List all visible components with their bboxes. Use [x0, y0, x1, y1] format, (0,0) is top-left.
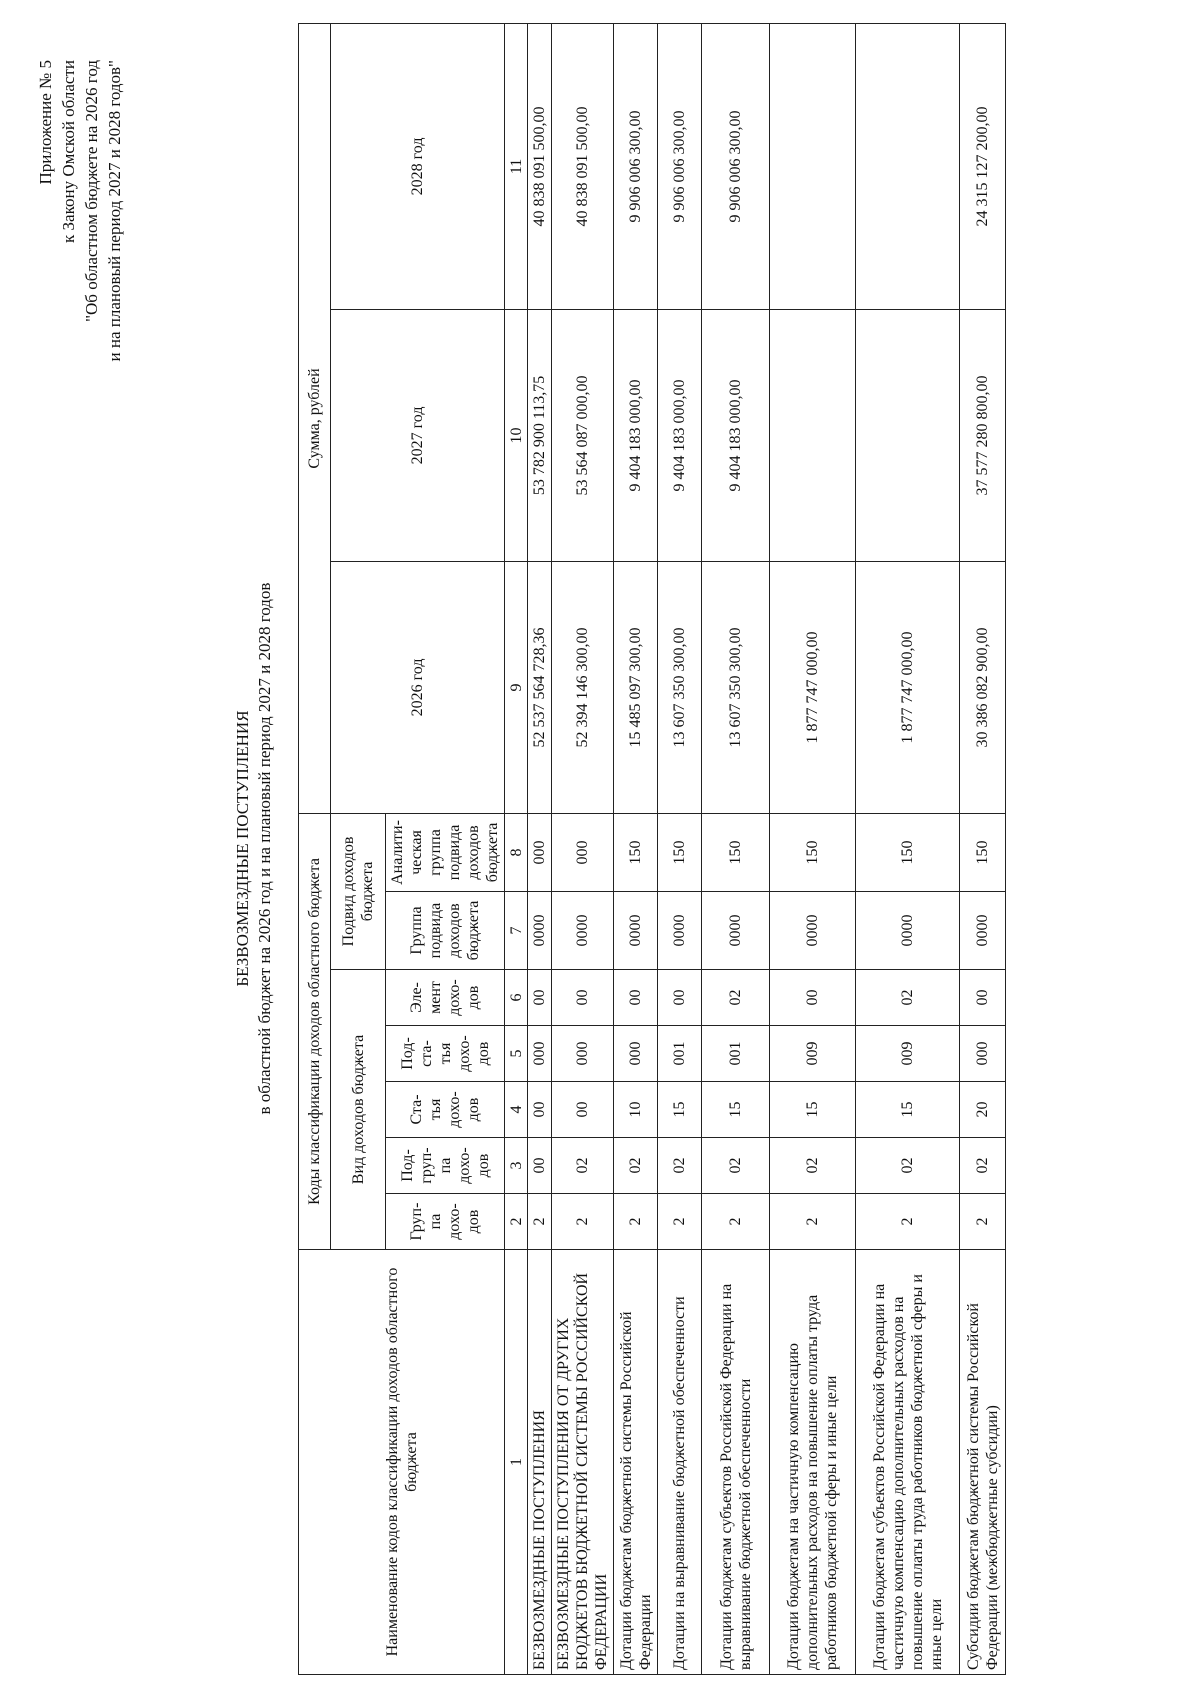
element-code: 00: [528, 970, 552, 1026]
subgroup-podvid-code: 0000: [658, 892, 702, 970]
table-row: [552, 23, 614, 1674]
header-subgroup-podvid: Группа подвида доходов бюджета: [386, 892, 505, 970]
subgroup-podvid-code: 0000: [528, 892, 552, 970]
header-name: Наименование кодов классификации доходов областного бюджета: [299, 1250, 505, 1675]
article-code: 15: [658, 1082, 702, 1138]
revenue-table: [298, 23, 1006, 1675]
column-number: 9: [505, 561, 528, 813]
header-podvid: Подвид доходов бюджета: [331, 813, 386, 969]
amount-2026: 52 537 564 728,36: [528, 561, 552, 813]
group-code: 2: [658, 1194, 702, 1250]
document-title: БЕЗВОЗМЕЗДНЫЕ ПОСТУПЛЕНИЯ: [233, 710, 252, 987]
amount-2026: 13 607 350 300,00: [658, 561, 702, 813]
subgroup-podvid-code: 0000: [614, 892, 658, 970]
subgroup-code: 02: [552, 1138, 614, 1194]
header-article: Ста-тья дохо-дов: [386, 1082, 505, 1138]
header-2028: 2028 год: [331, 23, 505, 309]
subgroup-code: 02: [658, 1138, 702, 1194]
amount-2027: 9 404 183 000,00: [614, 309, 658, 561]
subgroup-podvid-code: 0000: [552, 892, 614, 970]
element-code: 00: [960, 970, 1006, 1026]
analytic-group-code: 150: [658, 813, 702, 891]
subgroup-code: 02: [614, 1138, 658, 1194]
group-code: 2: [770, 1194, 856, 1250]
subgroup-code: 00: [528, 1138, 552, 1194]
header-element: Эле-мент дохо-дов: [386, 970, 505, 1026]
header-subarticle: Под-ста-тья дохо-дов: [386, 1026, 505, 1082]
subarticle-code: 000: [960, 1026, 1006, 1082]
appendix-line-4: и на плановый период 2027 и 2028 годов": [105, 60, 124, 362]
article-code: 15: [702, 1082, 770, 1138]
header-subgroup: Под-груп-па дохо-дов: [386, 1138, 505, 1194]
subgroup-podvid-code: 0000: [856, 892, 960, 970]
column-number: 6: [505, 970, 528, 1026]
appendix-line-2: к Закону Омской области: [59, 60, 78, 243]
article-code: 20: [960, 1082, 1006, 1138]
amount-2027: [856, 309, 960, 561]
appendix-line-1: Приложение № 5: [36, 60, 55, 185]
column-numbers-row: [505, 23, 528, 1674]
analytic-group-code: 000: [552, 813, 614, 891]
row-name: Дотации бюджетам субъектов Российской Федерации на частичную компенсацию дополнительных расходов на повышение оплаты труда работников бюджетной сферы и иные цели: [856, 1250, 960, 1675]
table-row: [960, 23, 1006, 1674]
analytic-group-code: 150: [614, 813, 658, 891]
article-code: 00: [528, 1082, 552, 1138]
header-vid: Вид доходов бюджета: [331, 970, 386, 1250]
amount-2027: [770, 309, 856, 561]
document-subtitle: в областной бюджет на 2026 год и на плановый период 2027 и 2028 годов: [255, 582, 274, 1115]
amount-2027: 37 577 280 800,00: [960, 309, 1006, 561]
amount-2026: 15 485 097 300,00: [614, 561, 658, 813]
amount-2027: 9 404 183 000,00: [658, 309, 702, 561]
header-group: Груп-па дохо-дов: [386, 1194, 505, 1250]
group-code: 2: [856, 1194, 960, 1250]
column-number: 2: [505, 1194, 528, 1250]
article-code: 10: [614, 1082, 658, 1138]
table-row: [856, 23, 960, 1674]
appendix-line-3: "Об областном бюджете на 2026 год: [82, 60, 101, 322]
table-row: [614, 23, 658, 1674]
element-code: 00: [552, 970, 614, 1026]
row-name: БЕЗВОЗМЕЗДНЫЕ ПОСТУПЛЕНИЯ ОТ ДРУГИХ БЮДЖЕТОВ БЮДЖЕТНОЙ СИСТЕМЫ РОССИЙСКОЙ ФЕДЕРАЦИИ: [552, 1250, 614, 1675]
subgroup-podvid-code: 0000: [960, 892, 1006, 970]
analytic-group-code: 150: [770, 813, 856, 891]
subgroup-code: 02: [960, 1138, 1006, 1194]
column-number: 3: [505, 1138, 528, 1194]
analytic-group-code: 150: [702, 813, 770, 891]
amount-2028: 9 906 006 300,00: [658, 23, 702, 309]
table-row: [528, 23, 552, 1674]
column-number: 1: [505, 1250, 528, 1675]
amount-2028: 40 838 091 500,00: [552, 23, 614, 309]
subarticle-code: 000: [528, 1026, 552, 1082]
subarticle-code: 001: [702, 1026, 770, 1082]
element-code: 00: [770, 970, 856, 1026]
amount-2026: 30 386 082 900,00: [960, 561, 1006, 813]
header-codes: Коды классификации доходов областного бюджета: [299, 813, 331, 1249]
table-row: [702, 23, 770, 1674]
header-sum: Сумма, рублей: [299, 23, 331, 813]
amount-2027: 53 782 900 113,75: [528, 309, 552, 561]
subgroup-podvid-code: 0000: [770, 892, 856, 970]
amount-2026: 52 394 146 300,00: [552, 561, 614, 813]
subgroup-code: 02: [856, 1138, 960, 1194]
subgroup-podvid-code: 0000: [702, 892, 770, 970]
column-number: 10: [505, 309, 528, 561]
row-name: Субсидии бюджетам бюджетной системы Российской Федерации (межбюджетные субсидии): [960, 1250, 1006, 1675]
article-code: 15: [770, 1082, 856, 1138]
group-code: 2: [552, 1194, 614, 1250]
article-code: 00: [552, 1082, 614, 1138]
amount-2028: 9 906 006 300,00: [614, 23, 658, 309]
header-2026: 2026 год: [331, 561, 505, 813]
subarticle-code: 009: [770, 1026, 856, 1082]
row-name: Дотации бюджетам субъектов Российской Федерации на выравнивание бюджетной обеспеченности: [702, 1250, 770, 1675]
group-code: 2: [960, 1194, 1006, 1250]
subgroup-code: 02: [702, 1138, 770, 1194]
analytic-group-code: 150: [856, 813, 960, 891]
row-name: БЕЗВОЗМЕЗДНЫЕ ПОСТУПЛЕНИЯ: [528, 1250, 552, 1675]
column-number: 11: [505, 23, 528, 309]
row-name: Дотации бюджетам на частичную компенсацию дополнительных расходов на повышение оплаты труда работников бюджетной сферы и иные цели: [770, 1250, 856, 1675]
column-number: 5: [505, 1026, 528, 1082]
amount-2028: 9 906 006 300,00: [702, 23, 770, 309]
amount-2026: 13 607 350 300,00: [702, 561, 770, 813]
element-code: 00: [658, 970, 702, 1026]
element-code: 02: [856, 970, 960, 1026]
appendix-reference: [34, 60, 126, 361]
subarticle-code: 000: [552, 1026, 614, 1082]
amount-2028: [770, 23, 856, 309]
amount-2026: 1 877 747 000,00: [856, 561, 960, 813]
amount-2028: [856, 23, 960, 309]
subgroup-code: 02: [770, 1138, 856, 1194]
table-row: [770, 23, 856, 1674]
group-code: 2: [702, 1194, 770, 1250]
subarticle-code: 009: [856, 1026, 960, 1082]
amount-2028: 24 315 127 200,00: [960, 23, 1006, 309]
analytic-group-code: 000: [528, 813, 552, 891]
analytic-group-code: 150: [960, 813, 1006, 891]
column-number: 7: [505, 892, 528, 970]
subarticle-code: 000: [614, 1026, 658, 1082]
article-code: 15: [856, 1082, 960, 1138]
table-row: [658, 23, 702, 1674]
amount-2027: 53 564 087 000,00: [552, 309, 614, 561]
row-name: Дотации бюджетам бюджетной системы Российской Федерации: [614, 1250, 658, 1675]
group-code: 2: [614, 1194, 658, 1250]
header-analytic-group: Аналити-ческая группа подвида доходов бюджета: [386, 813, 505, 891]
subarticle-code: 001: [658, 1026, 702, 1082]
column-number: 8: [505, 813, 528, 891]
element-code: 00: [614, 970, 658, 1026]
group-code: 2: [528, 1194, 552, 1250]
header-2027: 2027 год: [331, 309, 505, 561]
amount-2026: 1 877 747 000,00: [770, 561, 856, 813]
column-number: 4: [505, 1082, 528, 1138]
amount-2027: 9 404 183 000,00: [702, 309, 770, 561]
row-name: Дотации на выравнивание бюджетной обеспеченности: [658, 1250, 702, 1675]
amount-2028: 40 838 091 500,00: [528, 23, 552, 309]
element-code: 02: [702, 970, 770, 1026]
